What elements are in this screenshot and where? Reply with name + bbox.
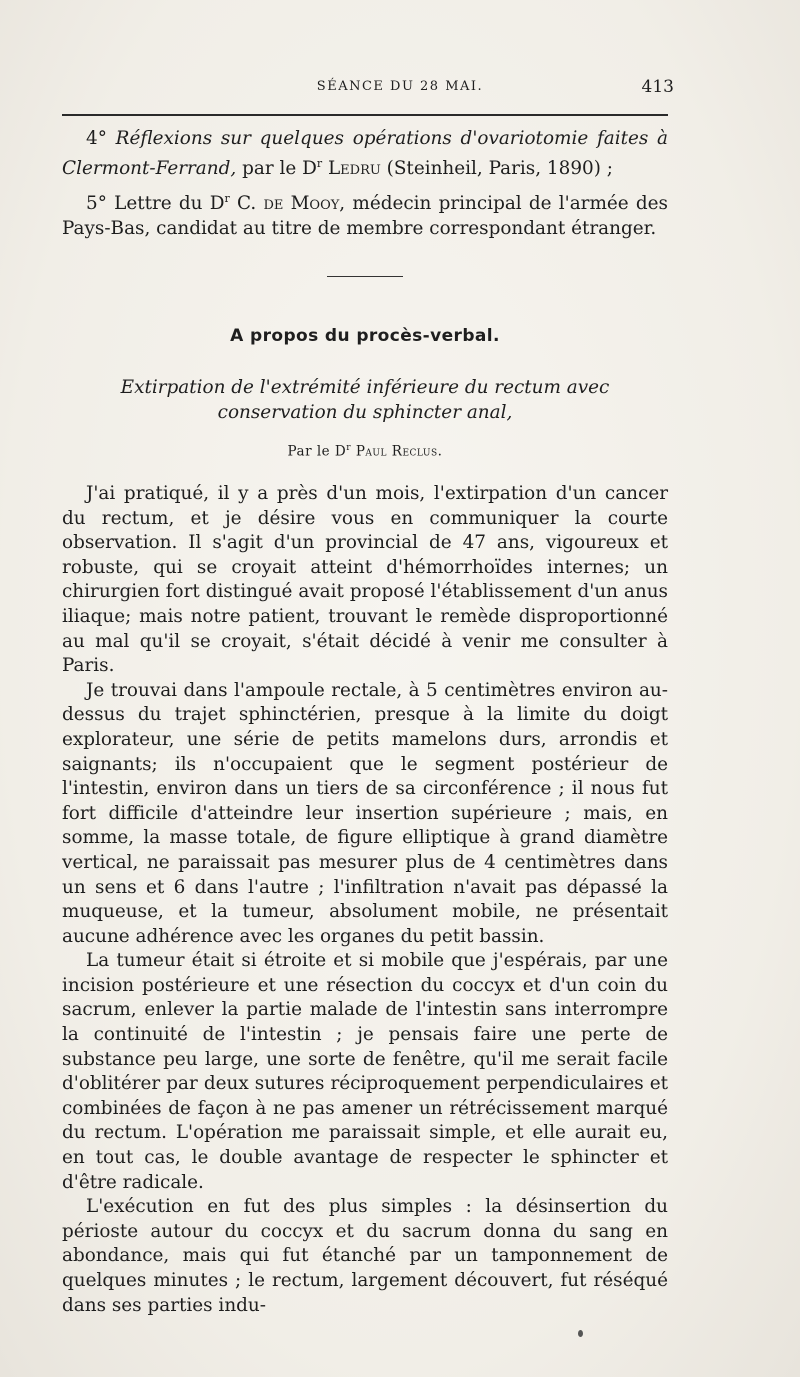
item-text: par le D — [236, 157, 317, 179]
article-body — [62, 482, 668, 1318]
item-text: Lettre du D — [114, 193, 225, 215]
item-text-after: médecin principal de l'armée des Pays-Bas, candidat au titre de membre correspondant étranger. — [62, 193, 668, 240]
section-separator — [327, 276, 403, 277]
page-number: 413 — [641, 77, 674, 97]
body-paragraph: J'ai pratiqué, il y a près d'un mois, l'extirpation d'un cancer du rectum, et je désire vous en communiquer la courte observation. Il s'agit d'un provincial de 47 ans, vigoureux et robuste, qui se croyait atteint d'hémorrhoïdes internes; un chirurgien fort distingué avait proposé l'établissement d'un anus iliaque; mais notre patient, trouvant le remède disproportionné au mal qu'il se croyait, s'était décidé à venir me consulter à Paris. — [62, 483, 668, 677]
body-paragraph: La tumeur était si étroite et si mobile que j'espérais, par une incision postérieure et une résection du coccyx et d'un coin du sacrum, enlever la partie malade de l'intestin sans interrompre la continuité de l'intestin ; je pensais faire une perte de substance peu large, une sorte de fenêtre, qu'il me serait facile d'oblitérer par deux sutures réciproquement perpendiculaires et combinées de façon à ne pas amener un rétrécissement marqué du rectum. L'opération me paraissait simple, et elle aurait eu, en tout cas, le double avantage de respecter le sphincter et d'être radicale. — [62, 950, 668, 1193]
item-sup: r — [316, 156, 323, 170]
byline — [0, 443, 730, 460]
running-header: SÉANCE DU 28 MAI. — [316, 79, 484, 94]
item-text-after: (Steinheil, Paris, 1890) ; — [380, 157, 613, 179]
item-number: 4° — [86, 128, 116, 149]
byline-sup: r — [346, 443, 352, 453]
byline-prefix: Par le D — [287, 443, 347, 460]
article-title: Extirpation de l'extrémité inférieure du rectum avec conservation du sphincter anal, — [120, 377, 610, 423]
item-author: C. de Mooy, — [229, 193, 346, 215]
byline-author: Paul Reclus. — [351, 443, 443, 460]
list-item-5 — [62, 187, 668, 241]
section-title: A propos du procès-verbal. — [230, 326, 500, 346]
body-paragraph: L'exécution en fut des plus simples : la désinsertion du périoste autour du coccyx et du sacrum donna du sang en abondance, mais qui fut étanché par un tamponnement de quelques minutes ; le rectum, largement découvert, fut réséqué dans ses parties indu- — [62, 1196, 668, 1316]
item-number: 5° — [86, 193, 115, 215]
item-author: Ledru — [322, 157, 381, 179]
header-rule — [62, 114, 668, 116]
item-title: Réflexions sur quelques opérations d'ovariotomie faites à Clermont-Ferrand, — [62, 128, 669, 179]
list-item-4 — [62, 127, 668, 181]
list-items — [62, 127, 668, 242]
item-sup: r — [224, 192, 230, 206]
ink-speck — [578, 1330, 583, 1337]
body-paragraph: Je trouvai dans l'ampoule rectale, à 5 centimètres environ au-dessus du trajet sphinctérien, presque à la limite du doigt explorateur, une série de petits mamelons durs, arrondis et saignants; ils n'occupaient que le segment postérieur de l'intestin, environ dans un tiers de sa circonférence ; il nous fut fort difficile d'atteindre leur insertion supérieure ; mais, en somme, la masse totale, de figure elliptique à grand diamètre vertical, ne paraissait pas mesurer plus de 4 centimètres dans un sens et 6 dans l'autre ; l'infiltration n'avait pas dépassé la muqueuse, et la tumeur, absolument mobile, ne présentait aucune adhérence avec les organes du petit bassin. — [62, 679, 668, 947]
